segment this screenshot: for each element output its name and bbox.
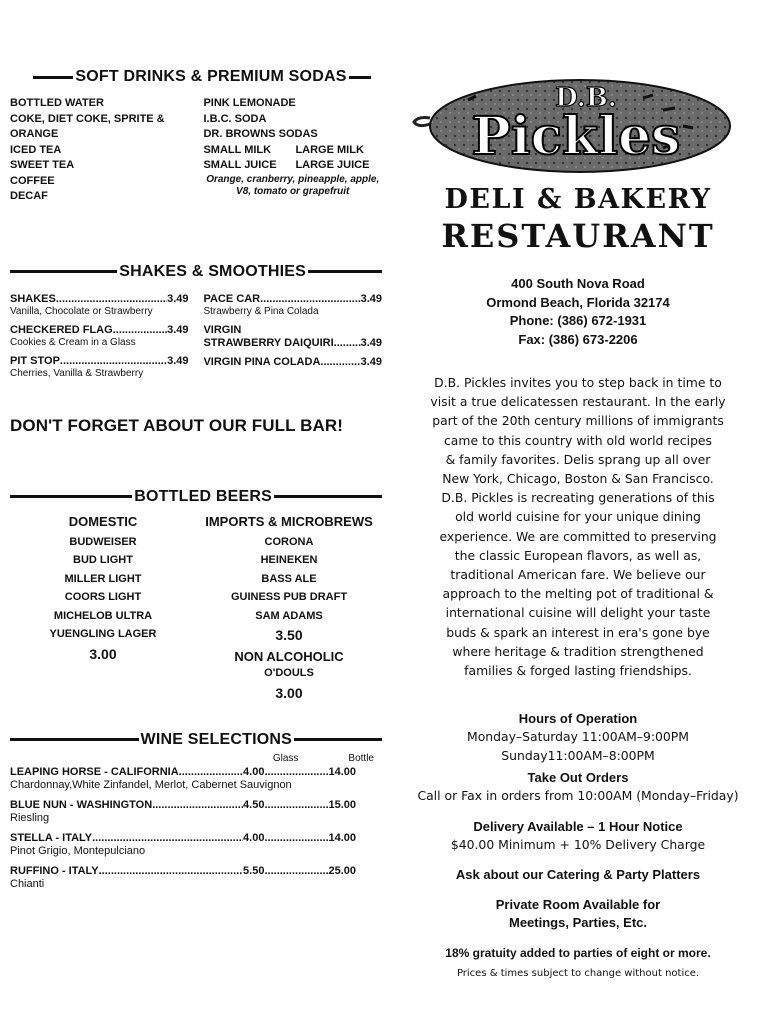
- delivery-text: $40.00 Minimum + 10% Delivery Charge: [450, 836, 706, 852]
- story-line: part of the 20th century millions of immigrants: [432, 413, 724, 429]
- drink-item: DECAF: [10, 190, 48, 202]
- drink-item: SMALL JUICE: [203, 159, 277, 171]
- deli-bakery-title: DELI & BAKERY: [444, 184, 712, 215]
- dot-leader: [60, 355, 167, 368]
- wine-description: Riesling: [10, 811, 50, 824]
- menu-item-description: Cookies & Cream in a Glass: [10, 336, 136, 348]
- beers-list: [10, 514, 382, 703]
- drink-item: COFFEE: [10, 174, 55, 187]
- beer-item: COORS LIGHT: [64, 591, 142, 603]
- wine-description: Chardonnay,White Zinfandel, Merlot, Cabernet Sauvignon: [10, 778, 292, 791]
- hours-weekday: Monday–Saturday 11:00AM–9:00PM: [467, 729, 689, 745]
- beer-item: BASS ALE: [261, 572, 317, 585]
- beer-item: SAM ADAMS: [255, 609, 323, 622]
- logo-main-text: Pickles: [471, 106, 681, 167]
- drink-item: SWEET TEA: [10, 159, 75, 171]
- drink-item: DR. BROWNS SODAS: [203, 128, 318, 140]
- story-line: buds & spark an interest in era's gone bye: [446, 624, 710, 640]
- wine-glass-price: 4.00: [243, 831, 265, 844]
- wine-bottle-price: 14.00: [328, 831, 356, 844]
- story-line: D.B. Pickles is recreating generations of this: [441, 490, 715, 506]
- domestic-beers: [10, 514, 196, 703]
- drink-item: ICED TEA: [10, 143, 62, 156]
- wine-row: [10, 766, 382, 779]
- dot-leader: [264, 766, 328, 779]
- wine-name: LEAPING HORSE - CALIFORNIA: [10, 765, 179, 778]
- hours-heading: Hours of Operation: [518, 711, 638, 727]
- menu-item-description: Cherries, Vanilla & Strawberry: [10, 367, 144, 379]
- right-column: [400, 70, 756, 979]
- menu-item-description: Strawberry & Pina Colada: [203, 305, 319, 317]
- gratuity-note: 18% gratuity added to parties of eight or more.: [445, 946, 711, 961]
- beer-item: BUD LIGHT: [73, 554, 133, 566]
- wine-row: [10, 865, 382, 878]
- story-line: traditional American fare. We believe our: [450, 567, 706, 583]
- juice-note: V8, tomato or grapefruit: [236, 185, 350, 197]
- wine-glass-price: 5.50: [243, 864, 265, 877]
- menu-item-row: [10, 324, 189, 337]
- drink-item: SMALL MILK: [203, 143, 272, 156]
- dot-leader: [260, 293, 360, 306]
- beer-item: YUENGLING LAGER: [49, 628, 157, 640]
- shakes-list: [10, 293, 382, 386]
- menu-item-price: 3.49: [167, 354, 189, 367]
- disclaimer: Prices & times subject to change without notice.: [456, 968, 700, 980]
- menu-item-price: 3.49: [360, 292, 382, 305]
- menu-item-row: [203, 356, 382, 369]
- dot-leader: [92, 832, 243, 845]
- menu-item-name: STRAWBERRY DAIQUIRI: [203, 336, 334, 349]
- dot-leader: [179, 766, 243, 779]
- beer-item: CORONA: [264, 535, 314, 548]
- menu-item-name: PIT STOP: [10, 354, 60, 367]
- dot-leader: [320, 356, 360, 369]
- menu-item-price: 3.49: [360, 355, 382, 368]
- story-line: old world cuisine for your unique dining: [455, 509, 701, 525]
- wine-glass-price: 4.50: [243, 798, 265, 811]
- menu-item-row: [10, 355, 189, 368]
- drink-item: LARGE MILK: [295, 143, 364, 156]
- story-line: the classic European flavors, as well as,: [454, 547, 702, 563]
- story-paragraph: [400, 373, 756, 680]
- story-line: visit a true delicatessen restaurant. In the early: [430, 394, 726, 410]
- private-room-line2: Meetings, Parties, Etc.: [509, 915, 647, 931]
- dot-leader: [56, 293, 167, 306]
- menu-item-price: 3.49: [360, 336, 382, 349]
- private-room-line1: Private Room Available for: [495, 897, 661, 913]
- spacer: [203, 369, 382, 375]
- private-room-block: [400, 896, 756, 932]
- non-alcoholic-price: 3.00: [275, 684, 303, 701]
- menu-item-name: PACE CAR: [203, 292, 261, 305]
- soft-drinks-list: [10, 96, 382, 205]
- takeout-heading: Take Out Orders: [527, 770, 629, 786]
- restaurant-title: RESTAURANT: [441, 217, 715, 255]
- pickle-logo: [408, 70, 748, 180]
- wine-name: BLUE NUN - WASHINGTON: [10, 798, 153, 811]
- catering-note: Ask about our Catering & Party Platters: [455, 867, 701, 883]
- wine-row: [10, 832, 382, 845]
- menu-item-name: CHECKERED FLAG: [10, 323, 113, 336]
- wine-glass-price: 4.00: [243, 765, 265, 778]
- drink-item: BOTTLED WATER: [10, 97, 104, 109]
- beer-item: O'DOULS: [264, 667, 314, 679]
- menu-item-row: [203, 337, 382, 350]
- delivery-block: [400, 818, 756, 855]
- shakes-heading: SHAKES & SMOOTHIES: [10, 263, 382, 281]
- beer-item: BUDWEISER: [69, 535, 137, 548]
- imports-price: 3.50: [275, 627, 303, 643]
- drink-item: I.B.C. SODA: [203, 112, 267, 125]
- non-alcoholic-heading: NON ALCOHOLIC: [234, 649, 344, 664]
- menu-item-name: VIRGIN: [203, 323, 242, 336]
- dot-leader: [152, 799, 243, 812]
- beer-item: MILLER LIGHT: [64, 572, 142, 585]
- domestic-price: 3.00: [89, 645, 117, 662]
- address-city: Ormond Beach, Florida 32174: [486, 294, 670, 310]
- drink-item: COKE, DIET COKE, SPRITE &: [10, 112, 165, 125]
- drink-pair-row: [203, 143, 382, 159]
- menu-item-row: [203, 324, 382, 337]
- wine-column-labels: [10, 753, 382, 764]
- menu-item-row: [10, 293, 189, 306]
- wine-name: RUFFINO - ITALY: [10, 864, 99, 877]
- drink-item: LARGE JUICE: [295, 159, 370, 171]
- wine-description: Chianti: [10, 877, 45, 890]
- story-line: international cuisine will delight your taste: [445, 605, 711, 621]
- delivery-heading: Delivery Available – 1 Hour Notice: [473, 818, 683, 834]
- fax-number: Fax: (386) 673-2206: [518, 331, 638, 347]
- beer-item: MICHELOB ULTRA: [53, 609, 153, 622]
- glass-label: Glass: [272, 752, 299, 764]
- menu-item-price: 3.49: [167, 292, 189, 305]
- drink-item: PINK LEMONADE: [203, 97, 296, 109]
- wine-heading: WINE SELECTIONS: [10, 731, 382, 749]
- takeout-text: Call or Fax in orders from 10:00AM (Monday–Friday): [417, 788, 739, 804]
- drink-item: ORANGE: [10, 128, 59, 140]
- domestic-heading: DOMESTIC: [68, 513, 138, 529]
- dot-leader: [264, 799, 328, 812]
- beers-heading: BOTTLED BEERS: [10, 488, 382, 506]
- full-bar-callout: DON'T FORGET ABOUT OUR FULL BAR!: [10, 415, 344, 435]
- beer-item: GUINESS PUB DRAFT: [230, 591, 348, 603]
- hours-sunday: Sunday11:00AM–8:00PM: [501, 747, 655, 763]
- menu-item-row: [203, 293, 382, 306]
- story-line: D.B. Pickles invites you to step back in time to: [434, 375, 722, 390]
- logo-top-text: D.B.: [555, 83, 617, 113]
- soft-drinks-heading: SOFT DRINKS & PREMIUM SODAS: [26, 68, 378, 86]
- dot-leader: [113, 324, 167, 337]
- wine-name: STELLA - ITALY: [10, 831, 93, 844]
- import-beers: [196, 514, 382, 703]
- address-block: [400, 275, 756, 349]
- menu-item-price: 3.49: [167, 323, 189, 336]
- story-line: where heritage & tradition strengthened: [452, 643, 704, 659]
- menu-item-name: VIRGIN PINA COLADA: [203, 355, 321, 368]
- story-line: families & forged lasting friendships.: [464, 663, 692, 679]
- story-line: experience. We are committed to preserving: [439, 528, 717, 544]
- left-column: [10, 68, 382, 898]
- takeout-block: [400, 769, 756, 806]
- wine-list: [10, 766, 382, 890]
- bottle-label: Bottle: [348, 752, 374, 764]
- dot-leader: [264, 865, 328, 878]
- dot-leader: [264, 832, 328, 845]
- wine-bottle-price: 14.00: [328, 765, 356, 778]
- wine-bottle-price: 25.00: [328, 864, 356, 877]
- menu-item-description: Vanilla, Chocolate or Strawberry: [10, 305, 153, 317]
- wine-description: Pinot Grigio, Montepulciano: [10, 844, 146, 857]
- imports-heading: IMPORTS & MICROBREWS: [205, 513, 373, 529]
- dot-leader: [99, 865, 243, 878]
- address-street: 400 South Nova Road: [511, 276, 645, 291]
- juice-note: Orange, cranberry, pineapple, apple,: [206, 173, 380, 185]
- story-line: New York, Chicago, Boston & San Francisco.: [442, 471, 714, 487]
- wine-row: [10, 799, 382, 812]
- phone-number: Phone: (386) 672-1931: [509, 313, 647, 328]
- story-line: & family favorites. Delis sprang up all over: [445, 451, 711, 467]
- menu-item-name: SHAKES: [10, 292, 56, 305]
- dot-leader: [334, 337, 361, 350]
- hours-block: [400, 710, 756, 765]
- beer-item: HEINEKEN: [260, 554, 318, 566]
- story-line: approach to the melting pot of traditional &: [442, 586, 714, 602]
- wine-bottle-price: 15.00: [328, 798, 356, 811]
- story-line: came to this country with old world recipes: [443, 432, 713, 448]
- drink-pair-row: [203, 158, 382, 174]
